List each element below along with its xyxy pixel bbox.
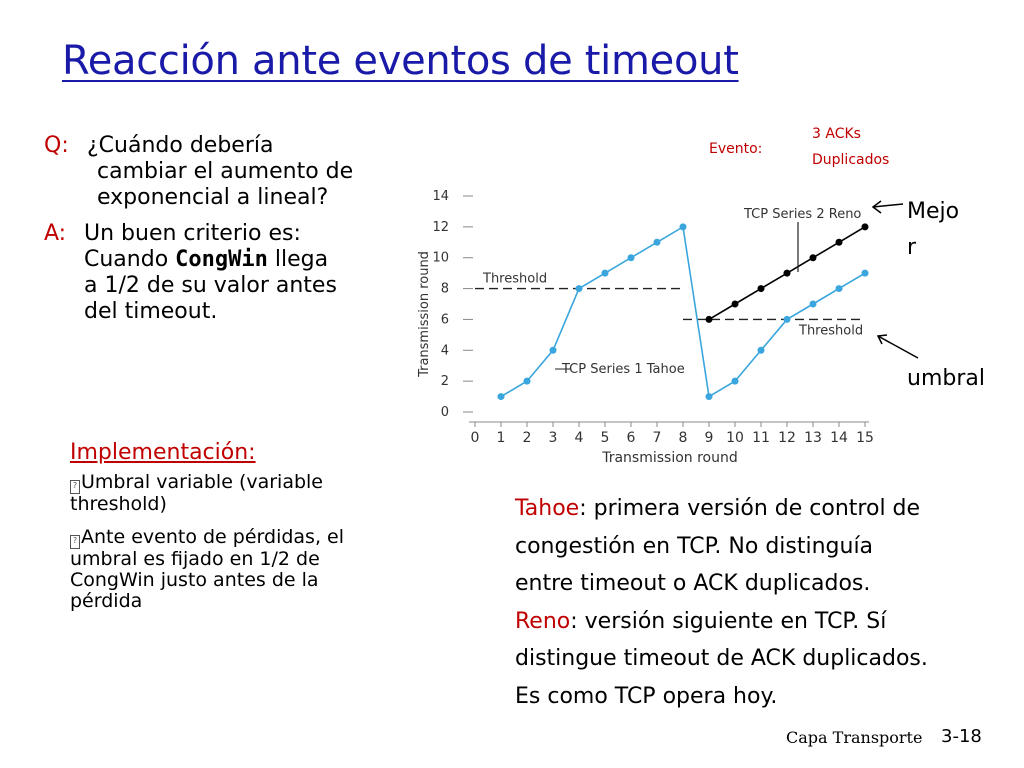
tahoe-label: Tahoe bbox=[515, 496, 580, 521]
x-tick-label: 6 bbox=[626, 430, 636, 446]
data-point bbox=[732, 301, 739, 308]
data-point bbox=[758, 347, 765, 354]
description-line: : primera versión de control de bbox=[579, 496, 921, 521]
data-point bbox=[524, 378, 531, 385]
threshold-arrow bbox=[878, 335, 918, 358]
data-point bbox=[498, 393, 505, 400]
question-block bbox=[44, 133, 69, 159]
bullet-line: umbral es fijado en 1/2 de bbox=[70, 548, 320, 570]
data-point bbox=[836, 239, 843, 246]
better-arrow bbox=[873, 201, 903, 213]
event-label: Evento: bbox=[709, 141, 763, 157]
chart-axes bbox=[432, 189, 873, 446]
description-line: Es como TCP opera hoy. bbox=[515, 683, 778, 709]
congwin-code: CongWin bbox=[175, 247, 268, 272]
implementation-bullet bbox=[70, 472, 420, 515]
description-line: entre timeout o ACK duplicados. bbox=[515, 571, 871, 596]
x-tick-label: 15 bbox=[856, 430, 874, 446]
x-tick-label: 0 bbox=[470, 430, 480, 446]
data-point bbox=[784, 316, 791, 323]
x-tick-label: 4 bbox=[574, 430, 584, 446]
x-tick-label: 7 bbox=[652, 430, 662, 446]
question-text bbox=[87, 133, 353, 211]
data-point bbox=[758, 285, 765, 292]
tahoe-reno-description bbox=[515, 490, 1015, 715]
bullet-line: CongWin justo antes de la bbox=[70, 569, 319, 591]
threshold-annotation: umbral bbox=[907, 366, 985, 391]
bullet-icon: ? bbox=[70, 535, 80, 549]
data-point bbox=[550, 347, 557, 354]
answer-line: a 1/2 de su valor antes bbox=[84, 273, 337, 298]
data-point bbox=[602, 270, 609, 277]
x-tick-label: 2 bbox=[522, 430, 532, 446]
bullet-line: pérdida bbox=[70, 590, 143, 612]
y-tick-label: 0 bbox=[440, 405, 449, 420]
congestion-window-chart bbox=[410, 180, 1010, 480]
event-value-line: Duplicados bbox=[812, 152, 890, 168]
data-point bbox=[680, 223, 687, 230]
question-line: cambiar el aumento de bbox=[97, 159, 354, 184]
series-label-reno: TCP Series 2 Reno bbox=[744, 207, 862, 222]
x-tick-label: 12 bbox=[778, 430, 796, 446]
data-point bbox=[706, 316, 713, 323]
better-line: r bbox=[907, 235, 917, 260]
threshold-lines bbox=[475, 272, 865, 339]
x-tick-label: 3 bbox=[548, 430, 558, 446]
reno-label: Reno bbox=[515, 608, 571, 634]
data-point bbox=[706, 393, 713, 400]
implementation-title: Implementación: bbox=[70, 440, 256, 465]
data-point bbox=[784, 270, 791, 277]
data-point bbox=[576, 285, 583, 292]
data-point bbox=[836, 285, 843, 292]
implementation-bullet bbox=[70, 527, 420, 612]
bullet-line: Umbral variable (variable bbox=[81, 471, 323, 493]
y-tick-label: 8 bbox=[440, 281, 449, 297]
answer-line: llega bbox=[267, 247, 329, 272]
data-point bbox=[810, 301, 817, 308]
x-tick-label: 11 bbox=[752, 430, 770, 446]
x-tick-label: 8 bbox=[678, 430, 688, 446]
page-number: 3-18 bbox=[941, 726, 982, 747]
footer-label: Capa Transporte bbox=[786, 728, 923, 747]
data-point bbox=[810, 254, 817, 261]
slide-title: Reacción ante eventos de timeout bbox=[62, 38, 739, 84]
threshold-label: Threshold bbox=[799, 323, 864, 339]
y-axis-label: Transmission round bbox=[417, 251, 432, 377]
answer-line: Un buen criterio es: bbox=[84, 221, 301, 246]
description-line: distingue timeout de ACK duplicados. bbox=[515, 646, 928, 671]
bullet-line: threshold) bbox=[70, 493, 167, 515]
answer-line: del timeout. bbox=[84, 299, 218, 324]
data-point bbox=[862, 270, 869, 277]
question-line: exponencial a lineal? bbox=[97, 185, 329, 210]
y-tick-label: 12 bbox=[432, 219, 449, 235]
answer-label: A: bbox=[44, 221, 67, 246]
answer-line: Cuando bbox=[84, 247, 176, 272]
bullet-line: Ante evento de pérdidas, el bbox=[81, 526, 345, 548]
x-tick-label: 10 bbox=[726, 430, 744, 446]
event-value-line: 3 ACKs bbox=[812, 126, 861, 142]
description-line: : versión siguiente en TCP. Sí bbox=[570, 608, 887, 634]
x-tick-label: 5 bbox=[600, 430, 610, 446]
threshold-label: Threshold bbox=[483, 271, 548, 287]
x-tick-label: 1 bbox=[496, 430, 506, 446]
y-tick-label: 6 bbox=[440, 312, 449, 328]
y-tick-label: 10 bbox=[432, 250, 449, 266]
y-tick-label: 4 bbox=[440, 343, 449, 359]
event-value bbox=[812, 121, 889, 173]
series-label-tahoe: TCP Series 1 Tahoe bbox=[562, 362, 685, 377]
bullet-icon: ? bbox=[70, 480, 80, 494]
x-axis-label: Transmission round bbox=[602, 450, 738, 466]
data-point bbox=[732, 378, 739, 385]
answer-text bbox=[84, 221, 337, 325]
y-tick-label: 2 bbox=[440, 374, 449, 390]
data-point bbox=[628, 254, 635, 261]
data-point bbox=[862, 223, 869, 230]
x-tick-label: 13 bbox=[804, 430, 822, 446]
x-tick-label: 14 bbox=[830, 430, 848, 446]
y-tick-label: 14 bbox=[432, 189, 449, 204]
description-line: congestión en TCP. No distinguía bbox=[515, 533, 874, 559]
data-point bbox=[654, 239, 661, 246]
x-tick-label: 9 bbox=[704, 430, 714, 446]
answer-block bbox=[44, 221, 66, 247]
better-line: Mejo bbox=[907, 199, 960, 224]
question-line: ¿Cuándo debería bbox=[87, 133, 274, 158]
question-label: Q: bbox=[44, 133, 69, 158]
chart-labels bbox=[417, 207, 864, 466]
